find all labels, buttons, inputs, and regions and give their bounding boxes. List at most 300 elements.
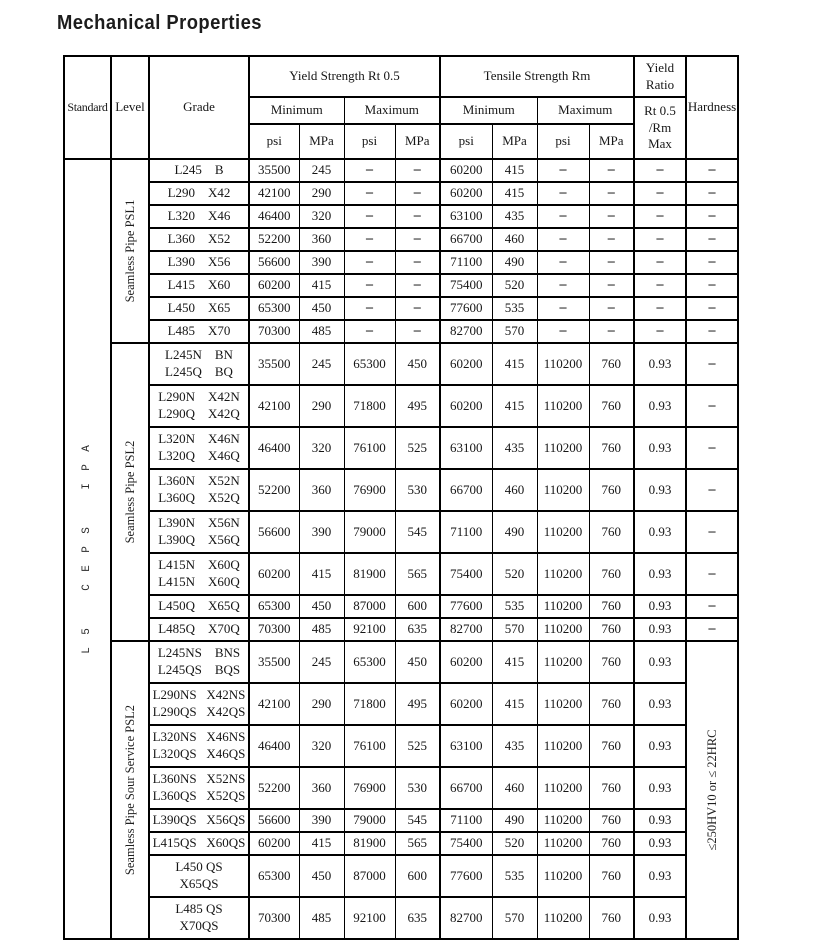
ts-min-psi-cell: 71100 xyxy=(440,251,492,274)
ts-min-psi-cell: 75400 xyxy=(440,832,492,855)
table-row xyxy=(64,683,738,725)
ts-min-mpa-cell: 520 xyxy=(492,832,537,855)
level-cell xyxy=(111,343,149,641)
ys-max-psi-cell: – xyxy=(344,320,395,343)
grade-cell xyxy=(149,855,249,897)
ts-max-psi-cell: 110200 xyxy=(537,618,589,641)
mpa-unit-header: MPa xyxy=(395,124,440,159)
vertical-label-char: P xyxy=(81,545,94,553)
grade-line: L290NS X42NS xyxy=(152,687,246,703)
ys-min-mpa-cell: 485 xyxy=(299,897,344,939)
table-row xyxy=(64,427,738,469)
grade-line: L390 X56 xyxy=(167,254,231,270)
table-row xyxy=(64,809,738,832)
ts-min-psi-cell: 63100 xyxy=(440,725,492,767)
ts-max-mpa-cell: – xyxy=(589,228,634,251)
ratio-cell: 0.93 xyxy=(634,343,686,385)
grade-line: L360Q X52Q xyxy=(158,490,240,505)
ts-max-psi-cell: 110200 xyxy=(537,725,589,767)
table-row xyxy=(64,159,738,182)
ratio-cell: – xyxy=(634,320,686,343)
table-row xyxy=(64,595,738,618)
ys-min-psi-cell: 60200 xyxy=(249,274,299,297)
ts-min-mpa-cell: 460 xyxy=(492,469,537,511)
table-row xyxy=(64,641,738,683)
hardness-cell: – xyxy=(686,385,738,427)
ratio-cell: 0.93 xyxy=(634,855,686,897)
ys-max-mpa-cell: 530 xyxy=(395,767,440,809)
ratio-sub-line1: Rt 0.5 xyxy=(644,102,676,118)
ys-max-psi-cell: 87000 xyxy=(344,595,395,618)
ys-max-psi-cell: 65300 xyxy=(344,641,395,683)
ratio-cell: 0.93 xyxy=(634,832,686,855)
ts-max-psi-cell: – xyxy=(537,251,589,274)
ts-max-psi-cell: 110200 xyxy=(537,343,589,385)
ys-min-mpa-cell: 415 xyxy=(299,832,344,855)
ratio-cell: – xyxy=(634,205,686,228)
grade-line: L360N X52N xyxy=(158,473,240,489)
hardness-cell: – xyxy=(686,618,738,641)
ts-min-mpa-cell: 535 xyxy=(492,297,537,320)
level-vertical-label: Seamless Pipe Sour Service PSL2 xyxy=(122,704,137,876)
ys-min-psi-cell: 52200 xyxy=(249,469,299,511)
ys-min-psi-cell: 65300 xyxy=(249,297,299,320)
ys-min-mpa-cell: 360 xyxy=(299,228,344,251)
ys-max-mpa-cell: 565 xyxy=(395,832,440,855)
ts-max-mpa-cell: 760 xyxy=(589,595,634,618)
table-row xyxy=(64,725,738,767)
hardness-cell: – xyxy=(686,553,738,595)
grade-line: L390N X56N xyxy=(158,515,240,531)
hardness-cell: – xyxy=(686,182,738,205)
hardness-cell: – xyxy=(686,511,738,553)
grade-cell xyxy=(149,343,249,385)
ys-max-psi-cell: – xyxy=(344,182,395,205)
grade-line: L415 X60 xyxy=(167,277,231,293)
grade-line: L485 X70 xyxy=(167,323,231,339)
ys-max-psi-cell: 71800 xyxy=(344,683,395,725)
vertical-label-char: S xyxy=(81,526,94,534)
table-row xyxy=(64,832,738,855)
col-header-grade: Grade xyxy=(149,56,249,159)
ys-min-mpa-cell: 320 xyxy=(299,725,344,767)
ys-max-mpa-cell: – xyxy=(395,159,440,182)
table-row xyxy=(64,251,738,274)
grade-line: L245 B xyxy=(174,162,224,178)
ts-max-psi-cell: 110200 xyxy=(537,767,589,809)
grade-line: X70QS xyxy=(179,918,219,933)
grade-line: L245N BN xyxy=(165,347,233,363)
ys-max-psi-cell: – xyxy=(344,297,395,320)
ratio-cell: 0.93 xyxy=(634,385,686,427)
ys-min-mpa-cell: 290 xyxy=(299,683,344,725)
psi-unit-header: psi xyxy=(537,124,589,159)
table-row xyxy=(64,320,738,343)
ratio-cell: 0.93 xyxy=(634,809,686,832)
ts-max-psi-cell: 110200 xyxy=(537,511,589,553)
ys-max-mpa-cell: – xyxy=(395,182,440,205)
yield-ratio-sub-header xyxy=(634,97,686,159)
ratio-cell: – xyxy=(634,182,686,205)
vertical-label-char: 5 xyxy=(81,627,94,635)
grade-line: L290N X42N xyxy=(158,389,240,405)
hardness-cell: – xyxy=(686,159,738,182)
ys-min-mpa-cell: 390 xyxy=(299,511,344,553)
grade-cell xyxy=(149,228,249,251)
ts-max-psi-cell: 110200 xyxy=(537,595,589,618)
ts-max-mpa-cell: 760 xyxy=(589,427,634,469)
ys-max-mpa-cell: 635 xyxy=(395,618,440,641)
ts-min-psi-cell: 82700 xyxy=(440,320,492,343)
hardness-cell: – xyxy=(686,595,738,618)
ts-max-psi-cell: – xyxy=(537,205,589,228)
ys-max-mpa-cell: 635 xyxy=(395,897,440,939)
ys-min-mpa-cell: 450 xyxy=(299,595,344,618)
header-row-groups xyxy=(64,56,738,97)
ts-min-psi-cell: 71100 xyxy=(440,809,492,832)
ys-min-mpa-cell: 245 xyxy=(299,641,344,683)
psi-unit-header: psi xyxy=(249,124,299,159)
page-title: Mechanical Properties xyxy=(57,12,262,34)
ys-max-psi-cell: 81900 xyxy=(344,553,395,595)
table-row xyxy=(64,343,738,385)
grade-cell xyxy=(149,618,249,641)
ys-min-psi-cell: 56600 xyxy=(249,511,299,553)
ts-min-mpa-cell: 535 xyxy=(492,595,537,618)
ratio-cell: 0.93 xyxy=(634,511,686,553)
ts-max-psi-cell: 110200 xyxy=(537,832,589,855)
grade-line: L320 X46 xyxy=(167,208,231,224)
ts-min-mpa-cell: 520 xyxy=(492,553,537,595)
grade-line: L320QS X46QS xyxy=(152,746,246,761)
ys-max-mpa-cell: – xyxy=(395,251,440,274)
ts-max-psi-cell: 110200 xyxy=(537,553,589,595)
ys-min-mpa-cell: 450 xyxy=(299,297,344,320)
ts-min-psi-cell: 66700 xyxy=(440,469,492,511)
grade-line: L450 QS xyxy=(175,859,223,875)
col-header-level: Level xyxy=(111,56,149,159)
ratio-cell: 0.93 xyxy=(634,469,686,511)
ts-max-mpa-cell: – xyxy=(589,159,634,182)
ts-max-mpa-cell: – xyxy=(589,274,634,297)
col-header-hardness: Hardness xyxy=(686,56,738,159)
grade-line: L415N X60Q xyxy=(158,557,240,573)
mpa-unit-header: MPa xyxy=(299,124,344,159)
table-header xyxy=(64,56,738,159)
yield-maximum-header: Maximum xyxy=(344,97,440,124)
yield-ratio-line2: Ratio xyxy=(645,76,675,92)
ys-min-psi-cell: 35500 xyxy=(249,641,299,683)
ys-max-psi-cell: 65300 xyxy=(344,343,395,385)
ts-max-psi-cell: 110200 xyxy=(537,427,589,469)
ratio-cell: 0.93 xyxy=(634,683,686,725)
ts-min-mpa-cell: 520 xyxy=(492,274,537,297)
ys-min-psi-cell: 42100 xyxy=(249,683,299,725)
ratio-cell: 0.93 xyxy=(634,553,686,595)
hardness-vertical-label: ≤250HV10 or ≤ 22HRC xyxy=(704,729,719,851)
ts-max-psi-cell: 110200 xyxy=(537,641,589,683)
mpa-unit-header: MPa xyxy=(589,124,634,159)
grade-line: L390Q X56Q xyxy=(158,532,240,547)
yield-ratio-line1: Yield xyxy=(645,59,675,75)
vertical-label-char: L xyxy=(81,646,94,654)
ts-max-psi-cell: 110200 xyxy=(537,855,589,897)
ts-min-mpa-cell: 460 xyxy=(492,767,537,809)
ts-max-mpa-cell: 760 xyxy=(589,809,634,832)
ts-max-mpa-cell: 760 xyxy=(589,855,634,897)
ratio-cell: 0.93 xyxy=(634,767,686,809)
table-row xyxy=(64,897,738,939)
ts-min-mpa-cell: 435 xyxy=(492,427,537,469)
ratio-cell: – xyxy=(634,228,686,251)
grade-line: L360NS X52NS xyxy=(152,771,246,787)
ts-min-mpa-cell: 435 xyxy=(492,725,537,767)
ys-min-psi-cell: 35500 xyxy=(249,159,299,182)
col-header-yield-ratio xyxy=(634,56,686,97)
ys-min-mpa-cell: 450 xyxy=(299,855,344,897)
hardness-cell: – xyxy=(686,205,738,228)
ys-max-mpa-cell: 600 xyxy=(395,595,440,618)
hardness-cell: – xyxy=(686,427,738,469)
table-row xyxy=(64,469,738,511)
grade-line: L360 X52 xyxy=(167,231,231,247)
vertical-label-char: A xyxy=(81,444,94,452)
ts-min-psi-cell: 75400 xyxy=(440,553,492,595)
grade-cell xyxy=(149,641,249,683)
ts-min-psi-cell: 75400 xyxy=(440,274,492,297)
grade-cell xyxy=(149,469,249,511)
grade-cell xyxy=(149,511,249,553)
ts-min-psi-cell: 82700 xyxy=(440,897,492,939)
ys-max-mpa-cell: 450 xyxy=(395,343,440,385)
hardness-cell xyxy=(686,641,738,939)
grade-cell xyxy=(149,385,249,427)
ys-max-mpa-cell: – xyxy=(395,228,440,251)
ts-min-psi-cell: 66700 xyxy=(440,767,492,809)
ts-max-mpa-cell: 760 xyxy=(589,683,634,725)
ts-max-psi-cell: – xyxy=(537,159,589,182)
table-row xyxy=(64,553,738,595)
ts-min-mpa-cell: 415 xyxy=(492,683,537,725)
ts-max-psi-cell: 110200 xyxy=(537,897,589,939)
table-row xyxy=(64,274,738,297)
ys-min-mpa-cell: 390 xyxy=(299,251,344,274)
ratio-cell: 0.93 xyxy=(634,641,686,683)
ratio-cell: 0.93 xyxy=(634,427,686,469)
ts-max-mpa-cell: 760 xyxy=(589,511,634,553)
ts-min-psi-cell: 60200 xyxy=(440,182,492,205)
ys-max-psi-cell: – xyxy=(344,274,395,297)
ts-max-psi-cell: – xyxy=(537,320,589,343)
vertical-label-char: E xyxy=(81,564,94,572)
ratio-cell: 0.93 xyxy=(634,595,686,618)
table-row xyxy=(64,511,738,553)
grade-cell xyxy=(149,251,249,274)
grade-line: L390QS X56QS xyxy=(152,812,246,828)
tensile-maximum-header: Maximum xyxy=(537,97,634,124)
ts-max-mpa-cell: 760 xyxy=(589,385,634,427)
grade-line: L485 QS xyxy=(175,901,223,917)
table-row xyxy=(64,297,738,320)
ys-max-psi-cell: 87000 xyxy=(344,855,395,897)
grade-line: L290 X42 xyxy=(167,185,231,201)
ys-max-mpa-cell: – xyxy=(395,297,440,320)
grade-line: L415QS X60QS xyxy=(152,835,246,851)
ys-max-psi-cell: 76100 xyxy=(344,427,395,469)
ys-max-mpa-cell: 525 xyxy=(395,427,440,469)
tensile-minimum-header: Minimum xyxy=(440,97,537,124)
standard-vertical-label xyxy=(65,160,110,938)
ts-max-psi-cell: 110200 xyxy=(537,809,589,832)
ys-min-mpa-cell: 360 xyxy=(299,767,344,809)
ys-max-mpa-cell: – xyxy=(395,274,440,297)
ratio-cell: – xyxy=(634,297,686,320)
vertical-label-char: P xyxy=(81,463,94,471)
grade-line: L415N X60Q xyxy=(158,574,240,589)
hardness-cell: – xyxy=(686,228,738,251)
ys-max-psi-cell: 92100 xyxy=(344,618,395,641)
ys-max-psi-cell: 79000 xyxy=(344,511,395,553)
ys-max-mpa-cell: 600 xyxy=(395,855,440,897)
ts-min-psi-cell: 63100 xyxy=(440,205,492,228)
ts-min-mpa-cell: 535 xyxy=(492,855,537,897)
grade-cell xyxy=(149,595,249,618)
ts-max-psi-cell: – xyxy=(537,228,589,251)
grade-line: L245QS BQS xyxy=(157,662,241,677)
psi-unit-header: psi xyxy=(440,124,492,159)
ys-max-mpa-cell: 530 xyxy=(395,469,440,511)
ts-max-mpa-cell: 760 xyxy=(589,725,634,767)
ys-max-psi-cell: 79000 xyxy=(344,809,395,832)
ys-min-mpa-cell: 245 xyxy=(299,343,344,385)
mechanical-properties-table xyxy=(63,55,739,940)
ys-min-psi-cell: 70300 xyxy=(249,320,299,343)
ys-max-psi-cell: 76100 xyxy=(344,725,395,767)
ys-min-psi-cell: 70300 xyxy=(249,897,299,939)
ys-max-mpa-cell: – xyxy=(395,205,440,228)
ts-max-mpa-cell: – xyxy=(589,320,634,343)
ts-min-mpa-cell: 415 xyxy=(492,182,537,205)
table-row xyxy=(64,767,738,809)
hardness-cell: – xyxy=(686,251,738,274)
grade-cell xyxy=(149,320,249,343)
ys-min-psi-cell: 42100 xyxy=(249,182,299,205)
ys-min-psi-cell: 60200 xyxy=(249,553,299,595)
table-row xyxy=(64,855,738,897)
ts-max-psi-cell: – xyxy=(537,182,589,205)
ys-min-mpa-cell: 320 xyxy=(299,427,344,469)
psi-unit-header: psi xyxy=(344,124,395,159)
ts-min-mpa-cell: 490 xyxy=(492,809,537,832)
ys-max-psi-cell: 92100 xyxy=(344,897,395,939)
grade-cell xyxy=(149,767,249,809)
grade-line: L245Q BQ xyxy=(165,364,233,379)
ys-min-psi-cell: 60200 xyxy=(249,832,299,855)
ys-min-mpa-cell: 485 xyxy=(299,320,344,343)
ratio-cell: 0.93 xyxy=(634,897,686,939)
hardness-cell: – xyxy=(686,469,738,511)
grade-line: L320NS X46NS xyxy=(152,729,246,745)
ts-max-mpa-cell: 760 xyxy=(589,469,634,511)
ys-min-psi-cell: 65300 xyxy=(249,855,299,897)
ts-min-mpa-cell: 490 xyxy=(492,511,537,553)
ys-min-psi-cell: 65300 xyxy=(249,595,299,618)
ys-min-mpa-cell: 290 xyxy=(299,385,344,427)
ts-max-psi-cell: 110200 xyxy=(537,683,589,725)
grade-cell xyxy=(149,159,249,182)
ts-max-mpa-cell: 760 xyxy=(589,767,634,809)
ys-max-mpa-cell: 525 xyxy=(395,725,440,767)
ts-min-psi-cell: 82700 xyxy=(440,618,492,641)
ts-min-mpa-cell: 460 xyxy=(492,228,537,251)
ts-min-mpa-cell: 415 xyxy=(492,385,537,427)
ts-max-mpa-cell: 760 xyxy=(589,641,634,683)
ts-min-mpa-cell: 570 xyxy=(492,320,537,343)
grade-cell xyxy=(149,683,249,725)
grade-line: L320N X46N xyxy=(158,431,240,447)
hardness-cell: – xyxy=(686,343,738,385)
grade-line: L450 X65 xyxy=(167,300,231,316)
grade-line: L290Q X42Q xyxy=(158,406,240,421)
ts-min-psi-cell: 66700 xyxy=(440,228,492,251)
table-row xyxy=(64,182,738,205)
ratio-cell: – xyxy=(634,274,686,297)
ts-max-mpa-cell: 760 xyxy=(589,897,634,939)
ys-min-psi-cell: 70300 xyxy=(249,618,299,641)
level-vertical-label: Seamless Pipe PSL2 xyxy=(122,440,137,544)
ys-max-mpa-cell: 450 xyxy=(395,641,440,683)
grade-line: L320Q X46Q xyxy=(158,448,240,463)
ys-min-psi-cell: 52200 xyxy=(249,228,299,251)
grade-line: L245NS BNS xyxy=(157,645,241,661)
ys-min-psi-cell: 56600 xyxy=(249,251,299,274)
ys-min-psi-cell: 46400 xyxy=(249,725,299,767)
ys-max-mpa-cell: – xyxy=(395,320,440,343)
yield-minimum-header: Minimum xyxy=(249,97,344,124)
col-header-tensile-strength: Tensile Strength Rm xyxy=(440,56,634,97)
grade-cell xyxy=(149,553,249,595)
ts-max-mpa-cell: 760 xyxy=(589,618,634,641)
grade-cell xyxy=(149,205,249,228)
grade-line: L485Q X70Q xyxy=(158,621,240,637)
ts-max-psi-cell: 110200 xyxy=(537,469,589,511)
grade-cell xyxy=(149,725,249,767)
ts-max-mpa-cell: – xyxy=(589,182,634,205)
hardness-cell: – xyxy=(686,320,738,343)
ys-min-psi-cell: 56600 xyxy=(249,809,299,832)
ys-min-mpa-cell: 415 xyxy=(299,274,344,297)
ys-max-mpa-cell: 565 xyxy=(395,553,440,595)
level-vertical-label: Seamless Pipe PSL1 xyxy=(122,199,137,303)
ts-max-psi-cell: – xyxy=(537,274,589,297)
ts-min-mpa-cell: 435 xyxy=(492,205,537,228)
grade-cell xyxy=(149,274,249,297)
ys-min-psi-cell: 42100 xyxy=(249,385,299,427)
standard-cell xyxy=(64,159,111,939)
ts-max-psi-cell: – xyxy=(537,297,589,320)
ts-min-mpa-cell: 570 xyxy=(492,618,537,641)
ys-max-psi-cell: – xyxy=(344,205,395,228)
ys-min-psi-cell: 35500 xyxy=(249,343,299,385)
ratio-cell: 0.93 xyxy=(634,725,686,767)
grade-cell xyxy=(149,182,249,205)
ys-max-psi-cell: 71800 xyxy=(344,385,395,427)
table-row xyxy=(64,618,738,641)
ts-max-mpa-cell: 760 xyxy=(589,832,634,855)
ratio-sub-line2: /Rm xyxy=(648,119,672,135)
ts-min-psi-cell: 77600 xyxy=(440,855,492,897)
ys-max-mpa-cell: 495 xyxy=(395,683,440,725)
